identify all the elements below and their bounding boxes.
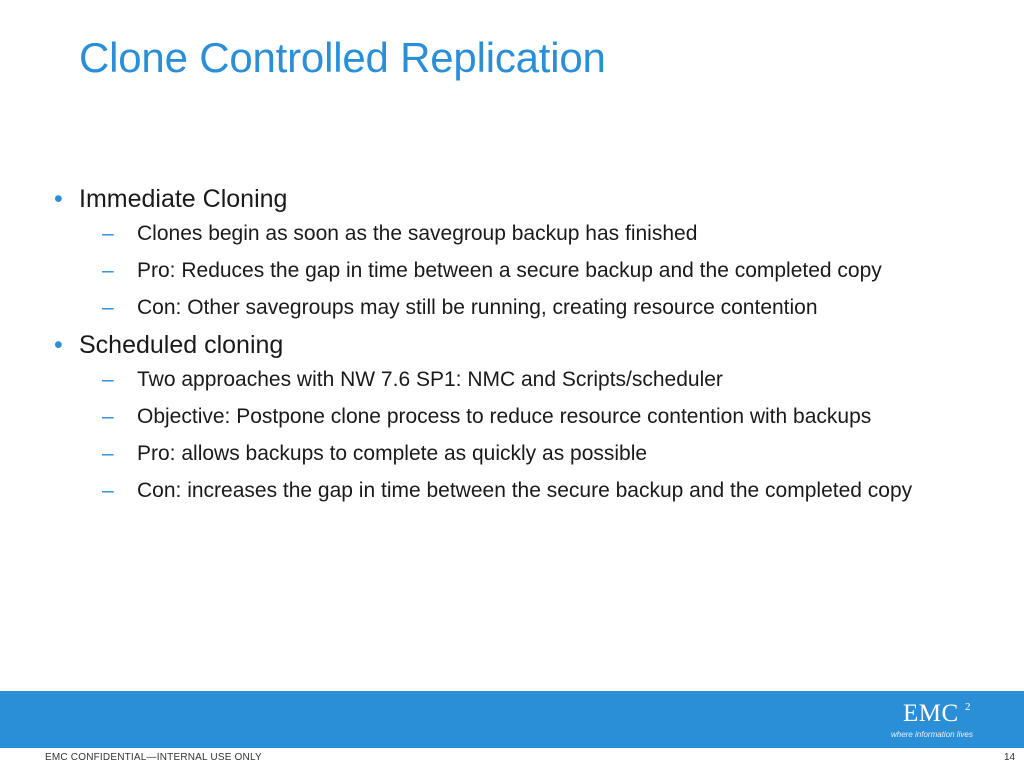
- sub-bullet: [54, 402, 1014, 432]
- bullet-icon: •: [54, 185, 63, 213]
- logo-superscript: 2: [965, 701, 971, 713]
- slide-title: Clone Controlled Replication: [79, 34, 606, 81]
- dash-icon: –: [102, 222, 114, 245]
- slide-content: [54, 184, 1014, 513]
- sub-bullet: [54, 256, 1014, 286]
- logo-text: EMC: [903, 700, 959, 727]
- bullet-immediate-cloning: [54, 184, 1014, 214]
- sub-bullet-label: Pro: allows backups to complete as quickly as possible: [137, 442, 648, 465]
- sub-bullet-label: Clones begin as soon as the savegroup backup has finished: [137, 222, 698, 245]
- sub-bullet-label: Con: increases the gap in time between the secure backup and the completed copy: [137, 479, 913, 502]
- dash-icon: –: [102, 479, 114, 502]
- confidential-notice: EMC CONFIDENTIAL—INTERNAL USE ONLY: [45, 752, 262, 763]
- page-number: 14: [1004, 752, 1016, 763]
- sub-bullet-label: Objective: Postpone clone process to reduce resource contention with backups: [137, 405, 872, 428]
- emc-logo: [891, 700, 991, 742]
- sub-bullet: [54, 293, 1014, 323]
- dash-icon: –: [102, 368, 114, 391]
- sub-bullet-label: Pro: Reduces the gap in time between a secure backup and the completed copy: [137, 259, 882, 282]
- sub-bullet: [54, 219, 1014, 249]
- footer-band: [0, 691, 1024, 748]
- sub-bullet: [54, 439, 1014, 469]
- bullet-label: Immediate Cloning: [79, 185, 288, 213]
- dash-icon: –: [102, 442, 114, 465]
- sub-bullet-label: Con: Other savegroups may still be running, creating resource contention: [137, 296, 818, 319]
- sub-bullet: [54, 476, 1014, 506]
- bullet-icon: •: [54, 331, 63, 359]
- dash-icon: –: [102, 405, 114, 428]
- logo-tagline: where information lives: [891, 730, 973, 739]
- sub-bullet-label: Two approaches with NW 7.6 SP1: NMC and Scripts/scheduler: [137, 368, 723, 391]
- sub-bullet: [54, 365, 1014, 395]
- bullet-label: Scheduled cloning: [79, 331, 284, 359]
- sub-list: [54, 365, 1014, 506]
- dash-icon: –: [102, 259, 114, 282]
- dash-icon: –: [102, 296, 114, 319]
- sub-list: [54, 219, 1014, 323]
- bullet-scheduled-cloning: [54, 330, 1014, 360]
